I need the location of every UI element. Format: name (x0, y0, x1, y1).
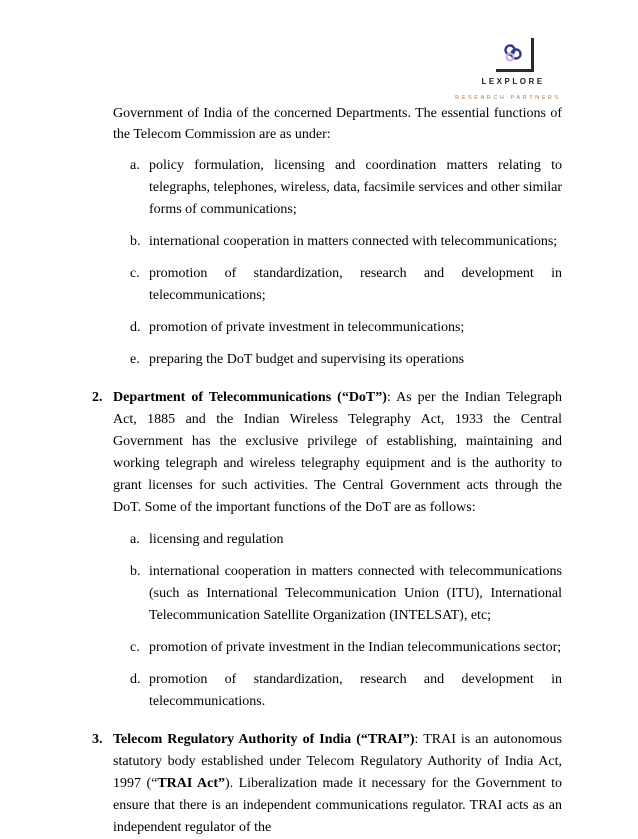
list-item-marker: a. (130, 532, 140, 547)
section-2-number: 2. (92, 390, 103, 405)
list-item-text: promotion of private investment in the Indian telecommunications sector; (149, 640, 562, 655)
list-item-text: preparing the DoT budget and supervising its operations (149, 352, 465, 367)
intro-paragraph: Government of India of the concerned Departments. The essential functions of the Telecom Commission are as under: (113, 106, 562, 142)
list-item (92, 637, 562, 659)
list-item-marker: c. (130, 266, 140, 281)
list-item-text: international cooperation in matters connected with telecommunications; (149, 234, 558, 249)
list-item-marker: b. (130, 234, 141, 249)
list-item (92, 561, 562, 627)
section-2-text: : As per the Indian Telegraph Act, 1885 and the Indian Wireless Telegraphy Act, 1933 the Central Government has the exclusive privilege of establishing, maintaining and working telegraph and wireless telegraphy equipment and is the authority to grant licenses for such activities. The Central Government acts through the DoT. Some of the important functions of the DoT are as follows: (113, 390, 562, 515)
list-item (92, 317, 562, 339)
section-3-text-2: ). Liberalization made it necessary for the Government to ensure that there is an independent communications regulator. TRAI acts as an independent regulator of the (113, 776, 562, 835)
section-2 (92, 387, 562, 519)
list-item-marker: e. (130, 352, 140, 367)
document-body (92, 103, 562, 839)
list-item-text: licensing and regulation (149, 532, 284, 547)
lexplore-logo (452, 38, 564, 101)
section-3-heading: Telecom Regulatory Authority of India (“TRAI”) (113, 732, 415, 747)
logo-name: LEXPLORE (481, 77, 545, 86)
logo-mark (496, 38, 536, 74)
list-item (92, 155, 562, 221)
list-item-text: international cooperation in matters connected with telecommunications (such as International Telecommunication Union (ITU), International Telecommunication Satellite Organization (INTELSAT), etc; (149, 564, 562, 623)
list-item-marker: d. (130, 672, 141, 687)
list-item-text: promotion of standardization, research and development in telecommunications; (149, 266, 562, 303)
list-item-marker: c. (130, 640, 140, 655)
list-item (92, 231, 562, 253)
list-item-text: policy formulation, licensing and coordination matters relating to telegraphs, telephones, wireless, data, facsimile services and other similar forms of communications; (149, 158, 562, 217)
list-item (92, 529, 562, 551)
list-item-text: promotion of standardization, research and development in telecommunications. (149, 672, 562, 709)
section-3-bold-term: TRAI Act” (157, 776, 225, 791)
commission-functions-list (92, 155, 562, 371)
list-item-marker: b. (130, 564, 141, 579)
section-3-number: 3. (92, 732, 103, 747)
logo-knot-icon (502, 42, 524, 64)
list-item (92, 349, 562, 371)
dot-functions-list (92, 529, 562, 713)
list-item-marker: d. (130, 320, 141, 335)
list-item (92, 263, 562, 307)
section-3 (92, 729, 562, 839)
section-2-heading: Department of Telecommunications (“DoT”) (113, 390, 387, 405)
logo-subtitle: RESEARCH PARTNERS (455, 95, 561, 101)
list-item-marker: a. (130, 158, 140, 173)
list-item-text: promotion of private investment in telecommunications; (149, 320, 465, 335)
list-item (92, 669, 562, 713)
section-3-text-1: : TRAI is an autonomous statutory body established under Telecom Regulatory Authority of India Act, 1997 (“ (113, 732, 562, 791)
